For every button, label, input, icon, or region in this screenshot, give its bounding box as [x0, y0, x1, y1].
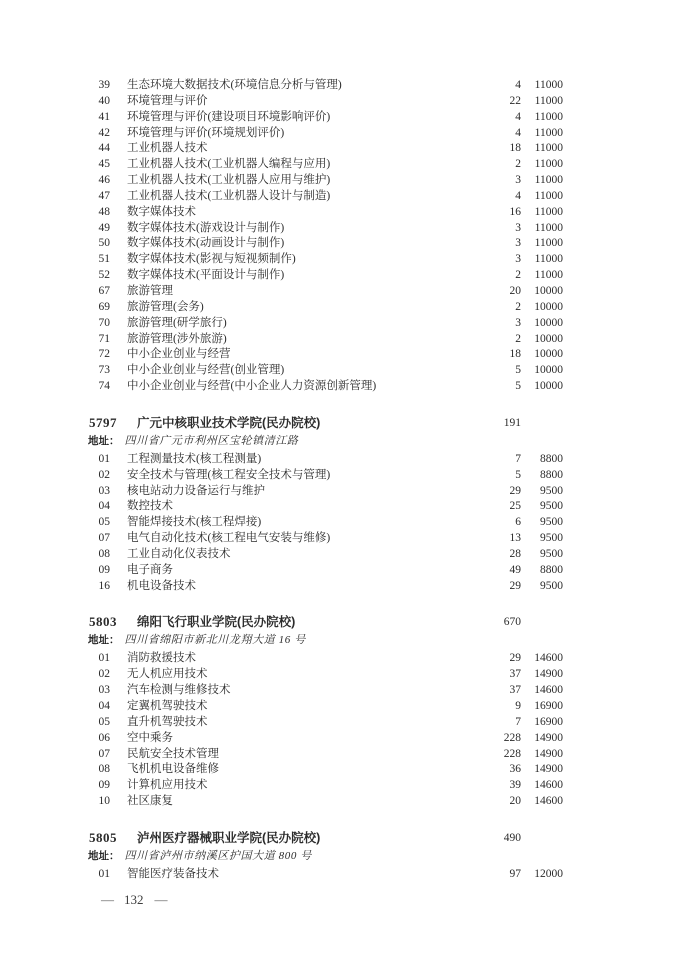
program-name: 计算机应用技术	[127, 779, 208, 792]
program-name: 中小企业创业与经营(创业管理)	[127, 364, 285, 377]
program-number: 71	[98, 332, 110, 345]
program-count: 97	[509, 867, 521, 880]
program-row	[88, 531, 563, 547]
program-count: 3	[515, 253, 521, 266]
school-header-row	[88, 613, 563, 631]
program-fee: 11000	[534, 205, 563, 218]
program-count: 2	[515, 269, 521, 282]
program-row	[88, 284, 563, 300]
program-row	[88, 683, 563, 699]
program-fee: 10000	[534, 364, 563, 377]
program-count: 22	[509, 94, 521, 107]
program-name: 飞机机电设备维修	[127, 763, 219, 776]
program-fee: 14900	[534, 731, 563, 744]
program-number: 03	[98, 484, 110, 497]
school-section	[88, 414, 563, 595]
program-row	[88, 747, 563, 763]
program-count: 39	[509, 779, 521, 792]
program-count: 29	[509, 484, 521, 497]
program-row	[88, 78, 563, 94]
school-total-count: 490	[503, 831, 521, 844]
program-row	[88, 173, 563, 189]
program-number: 73	[98, 364, 110, 377]
program-name: 汽车检测与维修技术	[127, 684, 231, 697]
program-name: 机电设备技术	[127, 579, 196, 592]
school-name: 泸州医疗器械职业学院(民办院校)	[137, 830, 321, 845]
program-row	[88, 563, 563, 579]
program-number: 03	[98, 684, 110, 697]
program-fee: 11000	[534, 237, 563, 250]
program-count: 5	[515, 468, 521, 481]
program-count: 3	[515, 221, 521, 234]
program-name: 数字媒体技术(影视与短视频制作)	[127, 253, 296, 266]
program-number: 05	[98, 516, 110, 529]
program-row	[88, 547, 563, 563]
address-text: 四川省广元市利州区宝轮镇清江路	[124, 434, 299, 447]
school-code: 5803	[89, 614, 117, 630]
program-count: 49	[509, 563, 521, 576]
address-label: 地址：	[88, 634, 120, 647]
program-name: 电子商务	[127, 563, 173, 576]
program-row	[88, 94, 563, 110]
program-number: 16	[98, 579, 110, 592]
program-row	[88, 499, 563, 515]
program-fee: 9500	[540, 500, 563, 513]
address-label: 地址：	[88, 849, 120, 862]
school-address-row	[88, 432, 563, 447]
admissions-table	[88, 78, 563, 883]
program-count: 13	[509, 532, 521, 545]
program-name: 环境管理与评价(建设项目环境影响评价)	[127, 110, 331, 123]
program-count: 2	[515, 158, 521, 171]
program-row	[88, 762, 563, 778]
program-name: 工业机器人技术(工业机器人编程与应用)	[127, 158, 331, 171]
program-number: 05	[98, 715, 110, 728]
program-number: 69	[98, 300, 110, 313]
program-count: 4	[515, 126, 521, 139]
program-count: 9	[515, 700, 521, 712]
program-name: 消防救援技术	[127, 652, 196, 665]
program-count: 228	[503, 731, 521, 744]
program-fee: 14600	[534, 795, 563, 808]
program-fee: 8800	[540, 563, 563, 576]
program-name: 社区康复	[127, 795, 173, 808]
program-number: 04	[98, 500, 110, 513]
program-row	[88, 110, 563, 126]
program-name: 直升机驾驶技术	[127, 715, 208, 728]
program-fee: 9500	[540, 547, 563, 560]
program-name: 民航安全技术管理	[127, 747, 219, 760]
school-address-row	[88, 631, 563, 646]
program-name: 空中乘务	[127, 731, 173, 744]
program-row	[88, 205, 563, 221]
program-count: 36	[509, 763, 521, 776]
program-number: 74	[98, 380, 110, 393]
program-number: 10	[98, 795, 110, 808]
program-fee: 10000	[534, 348, 563, 361]
school-code: 5805	[89, 829, 117, 845]
program-number: 08	[98, 763, 110, 776]
program-fee: 11000	[534, 79, 563, 91]
program-fee: 16900	[534, 715, 563, 728]
program-row	[88, 778, 563, 794]
program-row	[88, 236, 563, 252]
program-row	[88, 157, 563, 173]
program-name: 环境管理与评价(环境规划评价)	[127, 126, 285, 139]
school-section	[88, 829, 563, 883]
program-count: 18	[509, 348, 521, 361]
program-name: 智能医疗装备技术	[127, 867, 219, 880]
school-header-row	[88, 829, 563, 847]
school-section	[88, 613, 563, 809]
program-count: 228	[503, 747, 521, 760]
program-fee: 8800	[540, 468, 563, 481]
program-count: 4	[515, 189, 521, 202]
program-row	[88, 715, 563, 731]
program-count: 29	[509, 579, 521, 592]
program-count: 37	[509, 668, 521, 681]
program-row	[88, 579, 563, 595]
program-name: 安全技术与管理(核工程安全技术与管理)	[127, 468, 331, 481]
program-name: 中小企业创业与经营(中小企业人力资源创新管理)	[127, 380, 377, 393]
program-name: 旅游管理(会务)	[127, 300, 204, 313]
program-count: 2	[515, 300, 521, 313]
program-name: 工业机器人技术(工业机器人设计与制造)	[127, 189, 331, 202]
program-number: 07	[98, 747, 110, 760]
program-row	[88, 141, 563, 157]
program-fee: 9500	[540, 532, 563, 545]
program-number: 51	[98, 253, 110, 266]
program-name: 旅游管理(涉外旅游)	[127, 332, 227, 345]
program-fee: 11000	[534, 158, 563, 171]
program-count: 5	[515, 364, 521, 377]
program-number: 46	[98, 174, 110, 187]
program-fee: 9500	[540, 516, 563, 529]
program-count: 3	[515, 174, 521, 187]
program-fee: 14600	[534, 779, 563, 792]
program-count: 16	[509, 205, 521, 218]
program-fee: 14600	[534, 684, 563, 697]
program-number: 07	[98, 532, 110, 545]
program-row	[88, 300, 563, 316]
program-fee: 12000	[534, 867, 563, 880]
program-count: 4	[515, 110, 521, 123]
program-number: 41	[98, 110, 110, 123]
program-count: 3	[515, 316, 521, 329]
program-number: 72	[98, 348, 110, 361]
program-name: 数字媒体技术(游戏设计与制作)	[127, 221, 285, 234]
program-number: 48	[98, 205, 110, 218]
program-number: 09	[98, 563, 110, 576]
program-count: 2	[515, 332, 521, 345]
program-number: 52	[98, 269, 110, 282]
program-name: 核电站动力设备运行与维护	[127, 484, 265, 497]
program-count: 25	[509, 500, 521, 513]
program-fee: 11000	[534, 126, 563, 139]
program-name: 中小企业创业与经营	[127, 348, 231, 361]
program-count: 28	[509, 547, 521, 560]
program-name: 工程测量技术(核工程测量)	[127, 452, 262, 465]
program-row	[88, 651, 563, 667]
program-name: 旅游管理(研学旅行)	[127, 316, 227, 329]
program-fee: 14900	[534, 747, 563, 760]
program-number: 01	[98, 452, 110, 465]
program-name: 生态环境大数据技术(环境信息分析与管理)	[127, 79, 342, 91]
footer-right-dash: —	[154, 892, 167, 907]
school-total-count: 670	[503, 616, 521, 629]
program-row	[88, 268, 563, 284]
program-row	[88, 731, 563, 747]
program-name: 数字媒体技术(平面设计与制作)	[127, 269, 285, 282]
program-number: 40	[98, 94, 110, 107]
program-number: 09	[98, 779, 110, 792]
address-label: 地址：	[88, 434, 120, 447]
program-fee: 11000	[534, 253, 563, 266]
school-total-count: 191	[503, 416, 521, 429]
program-count: 6	[515, 516, 521, 529]
program-number: 44	[98, 142, 110, 155]
program-rows-section	[88, 78, 563, 395]
program-fee: 11000	[534, 221, 563, 234]
program-number: 47	[98, 189, 110, 202]
program-name: 工业机器人技术	[127, 142, 208, 155]
program-name: 旅游管理	[127, 284, 173, 297]
program-number: 45	[98, 158, 110, 171]
program-fee: 10000	[534, 300, 563, 313]
program-count: 37	[509, 684, 521, 697]
program-row	[88, 867, 563, 883]
program-count: 3	[515, 237, 521, 250]
program-fee: 10000	[534, 332, 563, 345]
program-fee: 14900	[534, 763, 563, 776]
program-number: 67	[98, 284, 110, 297]
program-count: 20	[509, 795, 521, 808]
program-count: 5	[515, 380, 521, 393]
program-number: 02	[98, 668, 110, 681]
program-number: 06	[98, 731, 110, 744]
program-row	[88, 515, 563, 531]
program-row	[88, 379, 563, 395]
program-number: 08	[98, 547, 110, 560]
program-name: 定翼机驾驶技术	[127, 700, 208, 712]
program-row	[88, 452, 563, 468]
school-address-row	[88, 847, 563, 862]
program-row	[88, 699, 563, 715]
program-fee: 16900	[534, 700, 563, 712]
program-fee: 11000	[534, 189, 563, 202]
school-name: 广元中核职业技术学院(民办院校)	[137, 415, 321, 430]
address-text: 四川省泸州市纳溪区护国大道 800 号	[124, 849, 312, 862]
program-name: 工业机器人技术(工业机器人应用与维护)	[127, 174, 331, 187]
school-name: 绵阳飞行职业学院(民办院校)	[137, 615, 296, 630]
program-fee: 10000	[534, 284, 563, 297]
program-row	[88, 363, 563, 379]
page-number: 132	[124, 892, 144, 907]
program-count: 4	[515, 79, 521, 91]
program-name: 智能焊接技术(核工程焊接)	[127, 516, 262, 529]
program-row	[88, 189, 563, 205]
program-number: 01	[98, 867, 110, 880]
page-footer	[101, 892, 167, 908]
program-fee: 8800	[540, 452, 563, 465]
program-row	[88, 794, 563, 810]
program-fee: 11000	[534, 269, 563, 282]
program-row	[88, 484, 563, 500]
program-fee: 9500	[540, 579, 563, 592]
school-code: 5797	[89, 414, 117, 430]
program-number: 02	[98, 468, 110, 481]
program-number: 50	[98, 237, 110, 250]
program-count: 7	[515, 715, 521, 728]
program-number: 49	[98, 221, 110, 234]
footer-left-dash: —	[101, 892, 113, 907]
address-text: 四川省绵阳市新北川龙翔大道 16 号	[124, 634, 306, 647]
program-fee: 11000	[534, 174, 563, 187]
program-row	[88, 316, 563, 332]
program-number: 01	[98, 652, 110, 665]
program-fee: 11000	[534, 94, 563, 107]
program-name: 工业自动化仪表技术	[127, 547, 231, 560]
program-row	[88, 252, 563, 268]
program-name: 数字媒体技术	[127, 205, 196, 218]
program-count: 18	[509, 142, 521, 155]
program-name: 数字媒体技术(动画设计与制作)	[127, 237, 285, 250]
program-name: 无人机应用技术	[127, 668, 208, 681]
program-row	[88, 126, 563, 142]
program-fee: 14900	[534, 668, 563, 681]
program-row	[88, 332, 563, 348]
program-name: 电气自动化技术(核工程电气安装与维修)	[127, 532, 331, 545]
program-row	[88, 347, 563, 363]
program-fee: 11000	[534, 142, 563, 155]
program-number: 39	[98, 79, 110, 91]
program-name: 数控技术	[127, 500, 173, 513]
program-count: 7	[515, 452, 521, 465]
program-count: 29	[509, 652, 521, 665]
program-row	[88, 221, 563, 237]
program-row	[88, 468, 563, 484]
program-name: 环境管理与评价	[127, 94, 208, 107]
school-header-row	[88, 414, 563, 432]
program-fee: 9500	[540, 484, 563, 497]
program-fee: 10000	[534, 316, 563, 329]
program-fee: 14600	[534, 652, 563, 665]
program-number: 04	[98, 700, 110, 712]
program-number: 70	[98, 316, 110, 329]
program-fee: 10000	[534, 380, 563, 393]
program-fee: 11000	[534, 110, 563, 123]
program-number: 42	[98, 126, 110, 139]
program-row	[88, 667, 563, 683]
program-count: 20	[509, 284, 521, 297]
